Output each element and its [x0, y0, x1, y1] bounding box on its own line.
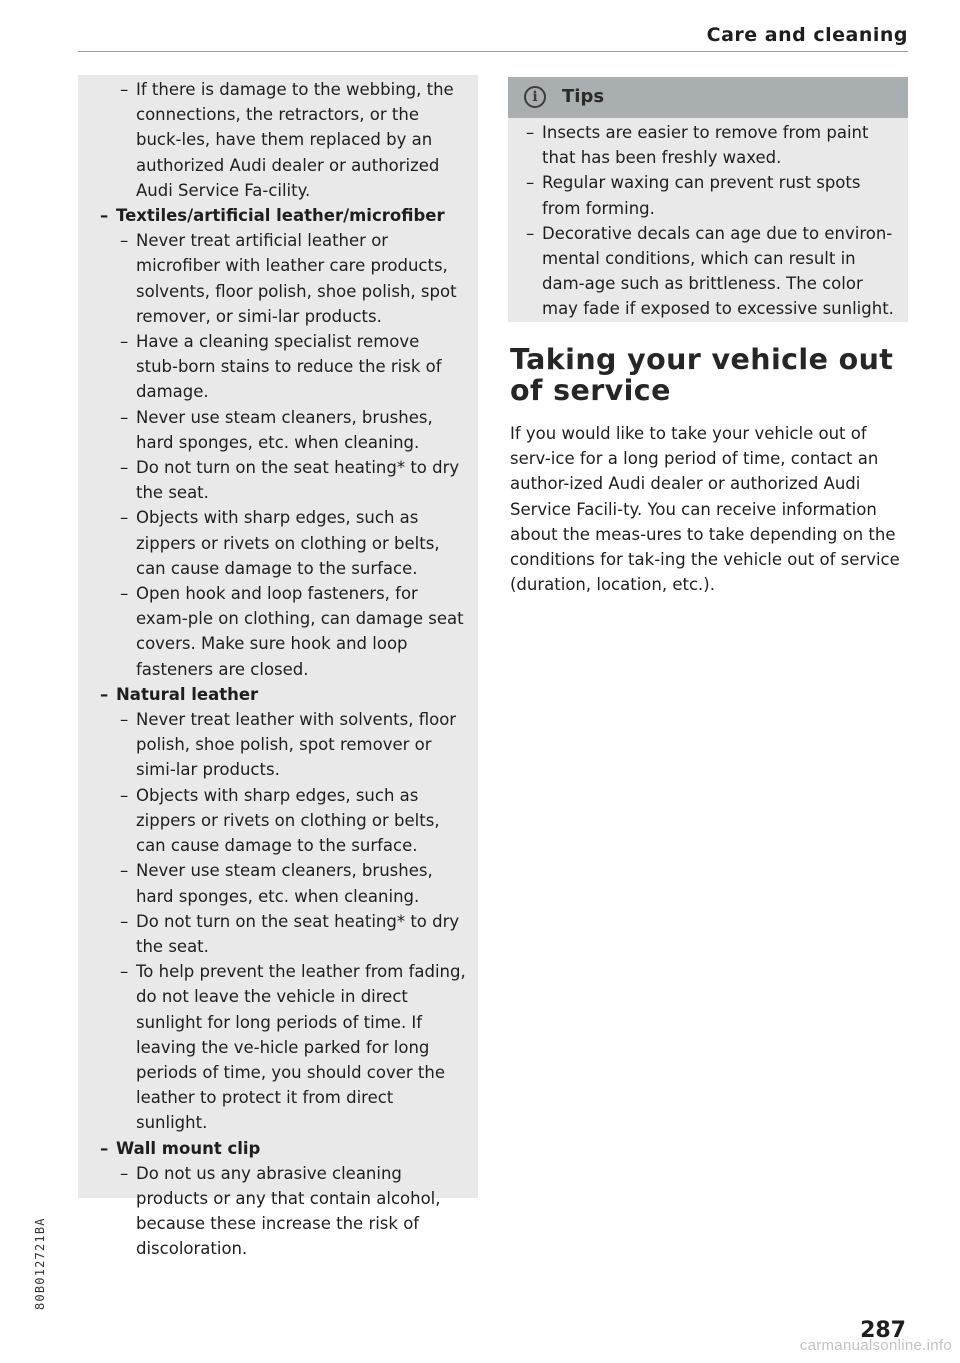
info-icon: i	[524, 86, 546, 108]
list-heading: – Textiles/artificial leather/microfiber	[100, 203, 466, 228]
tip-item: – Regular waxing can prevent rust spots from forming.	[526, 170, 898, 220]
list-heading: – Wall mount clip	[100, 1136, 466, 1161]
list-item: – Do not turn on the seat heating* to dry the seat.	[120, 455, 466, 505]
watermark-text: carmanualsonline.info	[799, 1337, 952, 1354]
section-body: If you would like to take your vehicle out of serv-ice for a long period of time, contact an author-ized Audi dealer or authorized Audi Service Facili-ty. You can receive information about the meas-ures to take depending on the conditions for tak-ing the vehicle out of service (duration, location, etc.).	[510, 424, 900, 595]
list-heading: – Natural leather	[100, 682, 466, 707]
list-item: – To help prevent the leather from fading, do not leave the vehicle in direct sunlight for long periods of time. If leaving the ve-hicle parked for long periods of time, you should cover the leather to protect it from direct sunlight.	[120, 959, 466, 1135]
list-item: – Do not turn on the seat heating* to dry the seat.	[120, 909, 466, 959]
tip-item: – Decorative decals can age due to environ-mental conditions, which can result in dam-age such as brittleness. The color may fade if exposed to excessive sunlight.	[526, 221, 898, 322]
cleaning-instructions-list	[100, 77, 466, 1262]
list-item: – Never use steam cleaners, brushes, hard sponges, etc. when cleaning.	[120, 858, 466, 908]
list-item: – If there is damage to the webbing, the connections, the retractors, or the buck-les, have them replaced by an authorized Audi dealer or authorized Audi Service Fa-cility.	[120, 77, 466, 203]
list-item: – Do not us any abrasive cleaning products or any that contain alcohol, because these increase the risk of discoloration.	[120, 1161, 466, 1262]
page-number: 287	[860, 1318, 906, 1343]
page-header-title: Care and cleaning	[706, 24, 908, 46]
list-item: – Objects with sharp edges, such as zippers or rivets on clothing or belts, can cause damage to the surface.	[120, 783, 466, 859]
list-item: – Objects with sharp edges, such as zippers or rivets on clothing or belts, can cause damage to the surface.	[120, 505, 466, 581]
document-code: 80B012721BA	[33, 1217, 47, 1310]
list-item: – Never use steam cleaners, brushes, hard sponges, etc. when cleaning.	[120, 405, 466, 455]
tip-item: – Insects are easier to remove from paint that has been freshly waxed.	[526, 120, 898, 170]
tips-box	[508, 77, 908, 322]
list-item: – Never treat artificial leather or microfiber with leather care products, solvents, floor polish, shoe polish, spot remover, or simi-lar products.	[120, 228, 466, 329]
list-item: – Never treat leather with solvents, floor polish, shoe polish, spot remover or simi-lar products.	[120, 707, 466, 783]
tips-label: Tips	[562, 86, 605, 107]
list-item: – Open hook and loop fasteners, for exam-ple on clothing, can damage seat covers. Make sure hook and loop fasteners are closed.	[120, 581, 466, 682]
cleaning-instructions-box	[78, 75, 478, 1259]
section-title: Taking your vehicle out of service	[510, 343, 894, 407]
tips-header	[508, 77, 908, 118]
header-rule	[78, 51, 908, 52]
tips-list	[526, 120, 898, 322]
list-item: – Have a cleaning specialist remove stub-born stains to reduce the risk of damage.	[120, 329, 466, 405]
